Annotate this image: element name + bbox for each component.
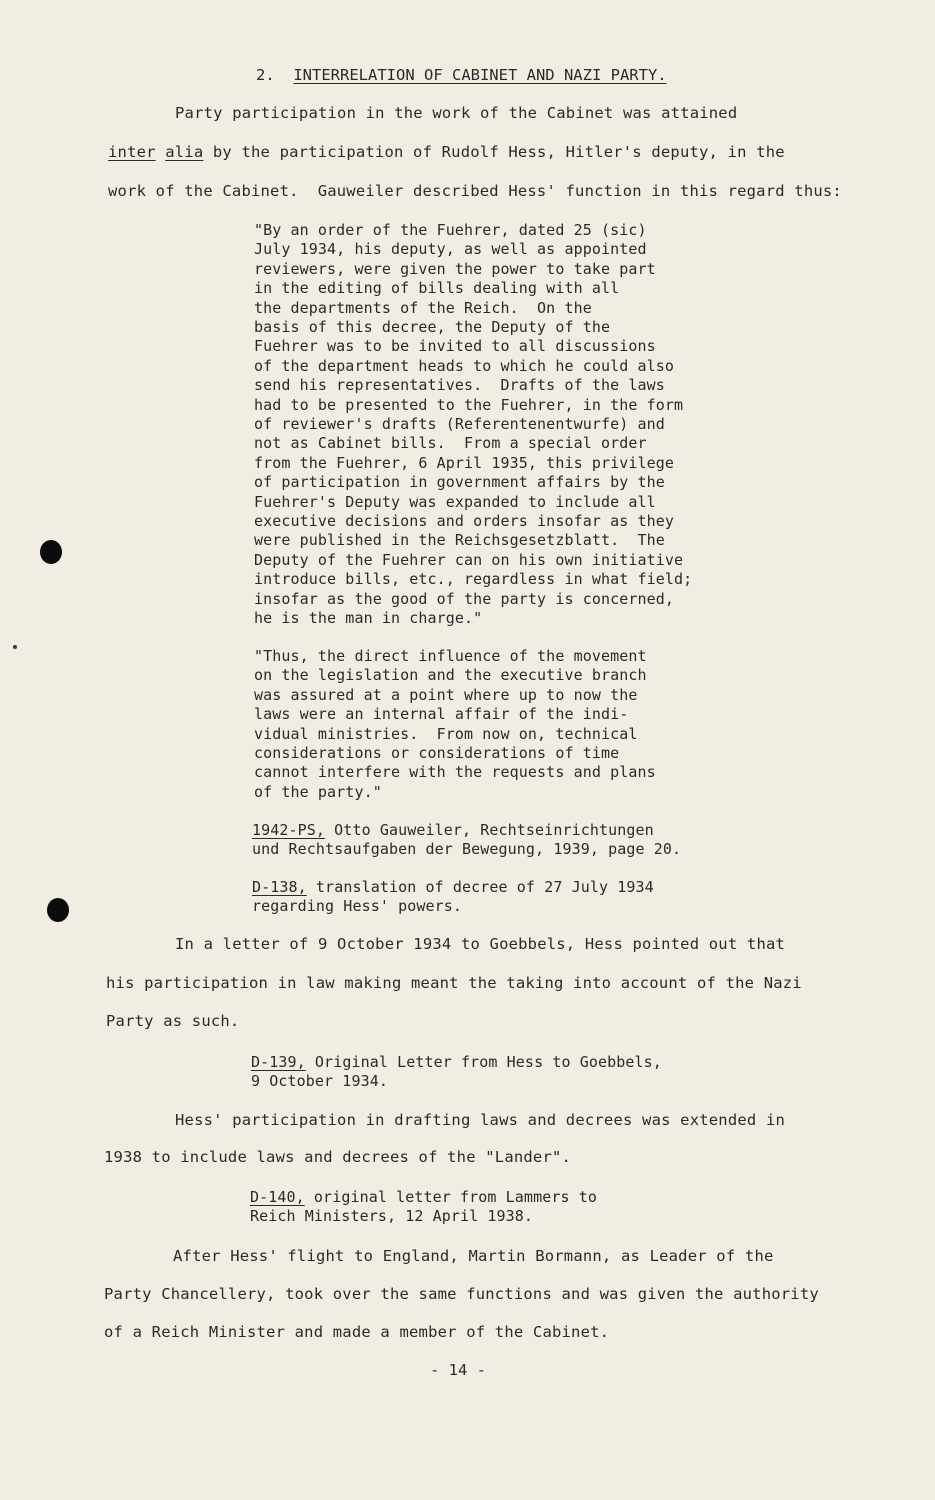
quote2-line: considerations or considerations of time (254, 744, 620, 762)
citation-text: original letter from Lammers to (304, 1188, 597, 1206)
para4-line-1: After Hess' flight to England, Martin Bormann, as Leader of the (173, 1247, 774, 1265)
para3-line-1: Hess' participation in drafting laws and decrees was extended in (175, 1111, 786, 1129)
quote1-line: from the Fuehrer, 6 April 1935, this privilege (254, 453, 675, 472)
citation-d-138 (252, 878, 654, 897)
quote2-line: cannot interfere with the requests and plans (254, 763, 656, 782)
quote2-line: was assured at a point where up to now the (254, 685, 638, 704)
intro-line-2-rest: by the participation of Rudolf Hess, Hitler's deputy, in the (203, 143, 785, 161)
paper-speck (13, 645, 17, 649)
quote1-line: he is the man in charge." (254, 609, 483, 627)
quote1-line: were published in the Reichsgesetzblatt. The (254, 531, 665, 550)
quote1-line: in the editing of bills dealing with all (254, 279, 620, 298)
citation-1942-ps (252, 821, 654, 840)
quote1-line: of participation in government affairs by the (254, 473, 665, 492)
quote1-line: of reviewer's drafts (Referentenentwurfe) and (254, 415, 665, 433)
quote1-line: Fuehrer was to be invited to all discussions (254, 337, 656, 356)
quote2-line: laws were an internal affair of the indi- (254, 705, 629, 724)
quote1-line: Deputy of the Fuehrer can on his own initiative (254, 550, 684, 569)
para2-line-2: his participation in law making meant the taking into account of the Nazi (106, 974, 802, 992)
section-title: INTERRELATION OF CABINET AND NAZI PARTY. (293, 66, 667, 84)
intro-line-3: work of the Cabinet. Gauweiler described Hess' function in this regard thus: (108, 182, 842, 200)
citation-d-139-line-2: 9 October 1934. (251, 1072, 388, 1090)
citation-ref: 1942-PS, (252, 821, 326, 839)
citation-ref: D-140, (250, 1188, 305, 1206)
citation-text: translation of decree of 27 July 1934 (306, 878, 654, 896)
citation-d-139 (251, 1053, 662, 1072)
para4-line-3: of a Reich Minister and made a member of the Cabinet. (104, 1323, 610, 1341)
citation-ref: D-139, (251, 1053, 306, 1071)
page-number: - 14 - (430, 1361, 486, 1379)
para2-line-3: Party as such. (106, 1012, 240, 1030)
citation-d-138-line-2: regarding Hess' powers. (252, 897, 463, 915)
citation-d-140 (250, 1188, 597, 1207)
quote2-line: on the legislation and the executive branch (254, 666, 647, 685)
quote2-line: vidual ministries. From now on, technical (254, 724, 638, 743)
quote2-line: of the party." (254, 782, 382, 801)
quote1-line: the departments of the Reich. On the (254, 298, 592, 317)
quote1-line: basis of this decree, the Deputy of the (254, 318, 611, 336)
citation-d-140-line-2: Reich Ministers, 12 April 1938. (250, 1207, 534, 1225)
quote1-line: introduce bills, etc., regardless in what field; (254, 570, 693, 589)
citation-1942-ps-line-2: und Rechtsaufgaben der Bewegung, 1939, page 20. (252, 840, 682, 858)
quote1-line: had to be presented to the Fuehrer, in the form (254, 395, 684, 414)
intro-line-2 (108, 143, 785, 162)
quote1-line: executive decisions and orders insofar as they (254, 512, 675, 530)
section-heading (256, 66, 667, 84)
para3-line-2: 1938 to include laws and decrees of the "Lander". (104, 1148, 572, 1166)
citation-text: Original Letter from Hess to Goebbels, (305, 1053, 662, 1071)
citation-text: Otto Gauweiler, Rechtseinrichtungen (325, 821, 654, 839)
citation-ref: D-138, (252, 878, 307, 896)
quote1-line: not as Cabinet bills. From a special order (254, 434, 647, 453)
para2-line-1: In a letter of 9 October 1934 to Goebbels, Hess pointed out that (175, 935, 786, 953)
intro-alia: alia (165, 143, 204, 161)
punch-hole-upper (40, 540, 62, 564)
punch-hole-lower (47, 898, 69, 922)
intro-inter: inter (108, 143, 156, 161)
quote2-line: "Thus, the direct influence of the movement (254, 647, 647, 665)
quote1-line: insofar as the good of the party is concerned, (254, 589, 675, 608)
quote1-line: of the department heads to which he could also (254, 356, 675, 375)
quote1-line: reviewers, were given the power to take part (254, 259, 656, 278)
intro-line-1: Party participation in the work of the Cabinet was attained (175, 104, 738, 122)
quote1-line: "By an order of the Fuehrer, dated 25 (sic) (254, 221, 647, 239)
quote1-line: July 1934, his deputy, as well as appointed (254, 240, 647, 259)
section-number: 2. (256, 66, 275, 84)
quote1-line: send his representatives. Drafts of the laws (254, 376, 665, 395)
para4-line-2: Party Chancellery, took over the same functions and was given the authority (104, 1285, 819, 1303)
quote1-line: Fuehrer's Deputy was expanded to include all (254, 492, 656, 511)
